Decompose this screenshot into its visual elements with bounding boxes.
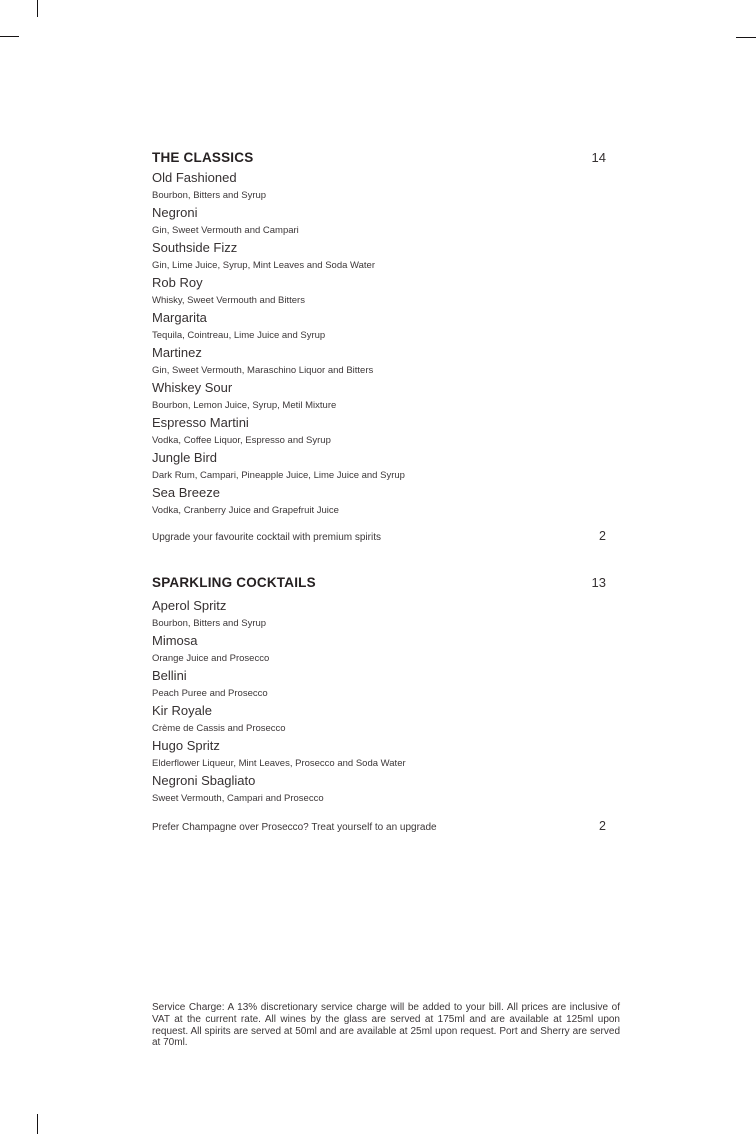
item-ingredients: Bourbon, Bitters and Syrup xyxy=(152,190,267,201)
section-header xyxy=(152,148,606,168)
menu-item xyxy=(152,309,606,344)
item-name: Kir Royale xyxy=(152,703,212,718)
item-ingredients: Gin, Sweet Vermouth, Maraschino Liquor and Bitters xyxy=(152,365,374,376)
menu-item xyxy=(152,344,606,379)
section-sparkling-cocktails xyxy=(152,573,606,835)
item-ingredients: Whisky, Sweet Vermouth and Bitters xyxy=(152,295,305,306)
item-name: Aperol Spritz xyxy=(152,598,227,613)
section-price: 13 xyxy=(591,575,606,590)
menu-item xyxy=(152,484,606,519)
item-ingredients: Bourbon, Bitters and Syrup xyxy=(152,618,267,629)
upgrade-note: Prefer Champagne over Prosecco? Treat yourself to an upgrade xyxy=(152,822,437,833)
item-ingredients: Peach Puree and Prosecco xyxy=(152,688,268,699)
item-list xyxy=(152,597,606,807)
upgrade-note-row xyxy=(152,529,606,545)
section-header xyxy=(152,573,606,593)
item-ingredients: Orange Juice and Prosecco xyxy=(152,653,270,664)
menu-item xyxy=(152,702,606,737)
item-ingredients: Sweet Vermouth, Campari and Prosecco xyxy=(152,793,324,804)
menu-item xyxy=(152,274,606,309)
item-ingredients: Bourbon, Lemon Juice, Syrup, Metil Mixture xyxy=(152,400,337,411)
upgrade-note: Upgrade your favourite cocktail with premium spirits xyxy=(152,532,381,543)
menu-item xyxy=(152,414,606,449)
upgrade-note-price: 2 xyxy=(599,529,606,543)
item-name: Negroni xyxy=(152,205,198,220)
service-charge-note: Service Charge: A 13% discretionary service charge will be added to your bill. All prices are inclusive of VAT at the current rate. All wines by the glass are served at 175ml and are available at 125ml upon request. All spirits are served at 50ml and are available at 25ml upon request. Port and Sherry are served at 70ml. xyxy=(152,1002,620,1049)
item-ingredients: Elderflower Liqueur, Mint Leaves, Prosecco and Soda Water xyxy=(152,758,406,769)
menu-item xyxy=(152,449,606,484)
item-name: Margarita xyxy=(152,310,207,325)
crop-mark-top-left-horizontal xyxy=(0,36,19,37)
item-name: Espresso Martini xyxy=(152,415,249,430)
item-name: Old Fashioned xyxy=(152,170,237,185)
item-ingredients: Vodka, Cranberry Juice and Grapefruit Juice xyxy=(152,505,339,516)
section-title: SPARKLING COCKTAILS xyxy=(152,575,316,590)
menu-item xyxy=(152,204,606,239)
item-name: Rob Roy xyxy=(152,275,203,290)
section-the-classics xyxy=(152,148,606,545)
menu-item xyxy=(152,379,606,414)
item-name: Southside Fizz xyxy=(152,240,238,255)
upgrade-note-row xyxy=(152,819,606,835)
crop-mark-top-right-horizontal xyxy=(736,37,756,38)
item-ingredients: Gin, Lime Juice, Syrup, Mint Leaves and Soda Water xyxy=(152,260,376,271)
crop-mark-bottom-left-vertical xyxy=(37,1114,38,1134)
item-name: Martinez xyxy=(152,345,202,360)
section-title: THE CLASSICS xyxy=(152,150,254,165)
item-name: Negroni Sbagliato xyxy=(152,773,256,788)
menu-item xyxy=(152,737,606,772)
section-price: 14 xyxy=(591,150,606,165)
menu-item xyxy=(152,632,606,667)
item-name: Jungle Bird xyxy=(152,450,218,465)
item-name: Mimosa xyxy=(152,633,198,648)
upgrade-note-price: 2 xyxy=(599,819,606,833)
item-ingredients: Dark Rum, Campari, Pineapple Juice, Lime Juice and Syrup xyxy=(152,470,405,481)
menu-content xyxy=(152,148,606,835)
item-name: Hugo Spritz xyxy=(152,738,220,753)
item-list xyxy=(152,169,606,519)
menu-item xyxy=(152,772,606,807)
item-ingredients: Vodka, Coffee Liquor, Espresso and Syrup xyxy=(152,435,331,446)
crop-mark-top-left-vertical xyxy=(37,0,38,17)
menu-item xyxy=(152,667,606,702)
item-ingredients: Crème de Cassis and Prosecco xyxy=(152,723,286,734)
item-name: Whiskey Sour xyxy=(152,380,233,395)
item-name: Bellini xyxy=(152,668,187,683)
menu-item xyxy=(152,169,606,204)
item-ingredients: Gin, Sweet Vermouth and Campari xyxy=(152,225,299,236)
item-ingredients: Tequila, Cointreau, Lime Juice and Syrup xyxy=(152,330,326,341)
menu-item xyxy=(152,597,606,632)
menu-item xyxy=(152,239,606,274)
item-name: Sea Breeze xyxy=(152,485,220,500)
